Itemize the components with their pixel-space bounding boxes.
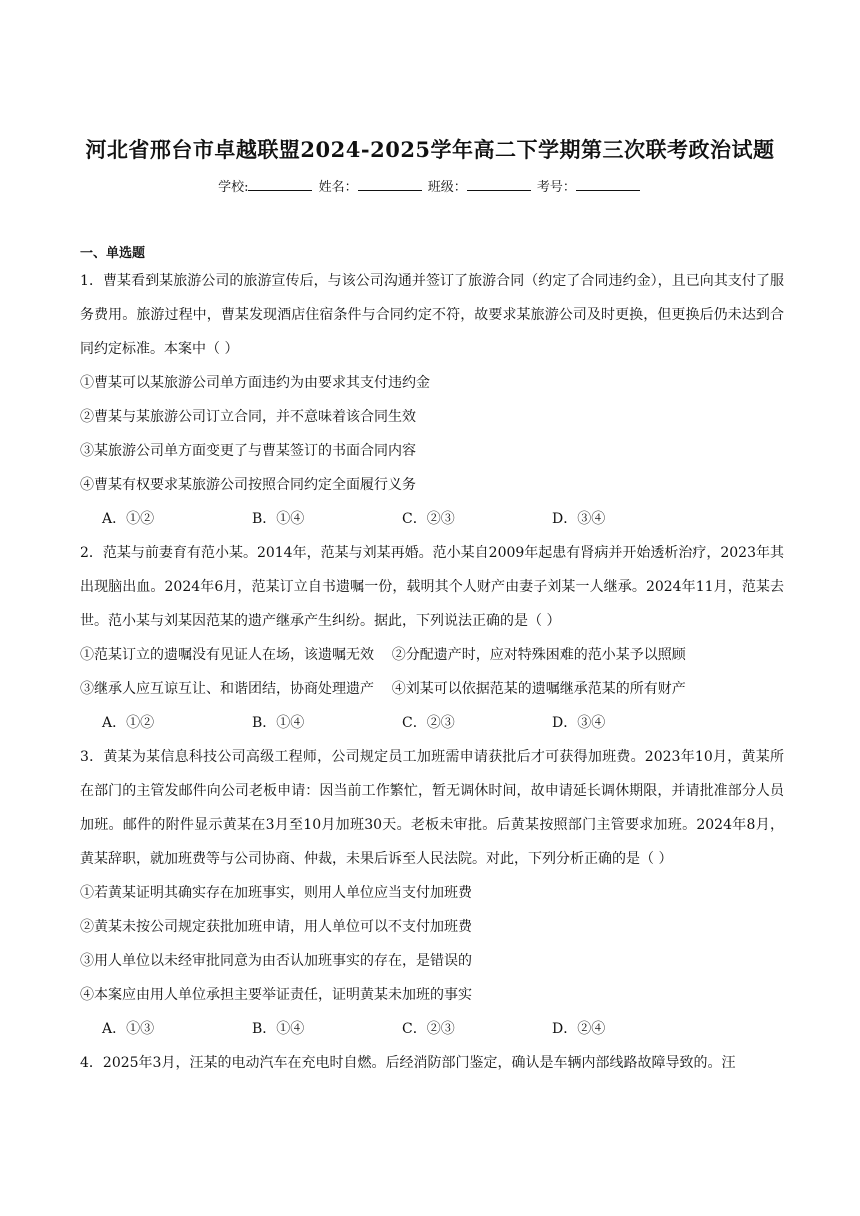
choice-c[interactable]: C．②③: [402, 1021, 455, 1037]
choice-a[interactable]: A．①③: [102, 1021, 155, 1037]
question-option-row: ③继承人应互谅互让、和谐团结，协商处理遗产 ④刘某可以依据范某的遗嘱继承范某的所有财产: [80, 681, 686, 697]
choice-d[interactable]: D．③④: [552, 511, 606, 527]
answer-choices: [80, 706, 784, 740]
answer-choices: [80, 1012, 784, 1046]
question-stem: 4．2025年3月，汪某的电动汽车在充电时自燃。后经消防部门鉴定，确认是车辆内部线路故障导致的。汪: [80, 1055, 736, 1071]
question-option: ①曹某可以某旅游公司单方面违约为由要求其支付违约金: [80, 375, 430, 391]
choice-a[interactable]: A．①②: [102, 715, 155, 731]
question-option: ④曹某有权要求某旅游公司按照合同约定全面履行义务: [80, 477, 416, 493]
question-2: [80, 536, 784, 740]
question-option: ②曹某与某旅游公司订立合同，并不意味着该合同生效: [80, 409, 416, 425]
number-blank[interactable]: [576, 178, 640, 191]
choice-c[interactable]: C．②③: [402, 511, 455, 527]
school-blank[interactable]: [248, 178, 312, 191]
choice-d[interactable]: D．③④: [552, 715, 606, 731]
question-option: ④本案应由用人单位承担主要举证责任，证明黄某未加班的事实: [80, 987, 472, 1003]
name-label: 姓名：: [318, 180, 358, 195]
choice-d[interactable]: D．②④: [552, 1021, 606, 1037]
question-option: ②黄某未按公司规定获批加班申请，用人单位可以不支付加班费: [80, 919, 472, 935]
school-label: 学校:: [218, 180, 249, 195]
question-stem: 1．曹某看到某旅游公司的旅游宣传后，与该公司沟通并签订了旅游合同（约定了合同违约金），且已向其支付了服务费用。旅游过程中，曹某发现酒店住宿条件与合同约定不符，故要求某旅游公司及时更换，但更换后仍未达到合同约定标准。本案中（ ）: [80, 273, 784, 357]
student-info-line: [0, 176, 860, 195]
question-3: [80, 740, 784, 1046]
choice-c[interactable]: C．②③: [402, 715, 455, 731]
choice-b[interactable]: B．①④: [252, 1021, 305, 1037]
number-label: 考号：: [536, 180, 576, 195]
question-stem: 2．范某与前妻育有范小某。2014年，范某与刘某再婚。范小某自2009年起患有肾病并开始透析治疗，2023年其出现脑出血。2024年6月，范某订立自书遗嘱一份，载明其个人财产由妻子刘某一人继承。2024年11月，范某去世。范小某与刘某因范某的遗产继承产生纠纷。据此，下列说法正确的是（ ）: [80, 545, 784, 629]
question-option: ③用人单位以未经审批同意为由否认加班事实的存在，是错误的: [80, 953, 472, 969]
name-blank[interactable]: [358, 178, 422, 191]
class-label: 班级：: [427, 180, 467, 195]
question-4: [80, 1046, 784, 1080]
question-option: ①若黄某证明其确实存在加班事实，则用人单位应当支付加班费: [80, 885, 472, 901]
question-stem: 3．黄某为某信息科技公司高级工程师，公司规定员工加班需申请获批后才可获得加班费。2023年10月，黄某所在部门的主管发邮件向公司老板申请：因当前工作繁忙，暂无调休时间，故申请延长调休期限，并请批准部分人员加班。邮件的附件显示黄某在3月至10月加班30天。老板未审批。后黄某按照部门主管要求加班。2024年8月，黄某辞职，就加班费等与公司协商、仲裁，未果后诉至人民法院。对此，下列分析正确的是（ ）: [80, 749, 784, 867]
choice-b[interactable]: B．①④: [252, 715, 305, 731]
choice-a[interactable]: A．①②: [102, 511, 155, 527]
question-1: [80, 264, 784, 536]
answer-choices: [80, 502, 784, 536]
choice-b[interactable]: B．①④: [252, 511, 305, 527]
section-title: 一、单选题: [80, 246, 146, 261]
class-blank[interactable]: [467, 178, 531, 191]
questions-area: [80, 264, 784, 1080]
question-option-row: ①范某订立的遗嘱没有见证人在场，该遗嘱无效 ②分配遗产时，应对特殊困难的范小某予以照顾: [80, 647, 686, 663]
page-title: 河北省邢台市卓越联盟2024-2025学年高二下学期第三次联考政治试题: [85, 137, 775, 162]
question-option: ③某旅游公司单方面变更了与曹某签订的书面合同内容: [80, 443, 416, 459]
